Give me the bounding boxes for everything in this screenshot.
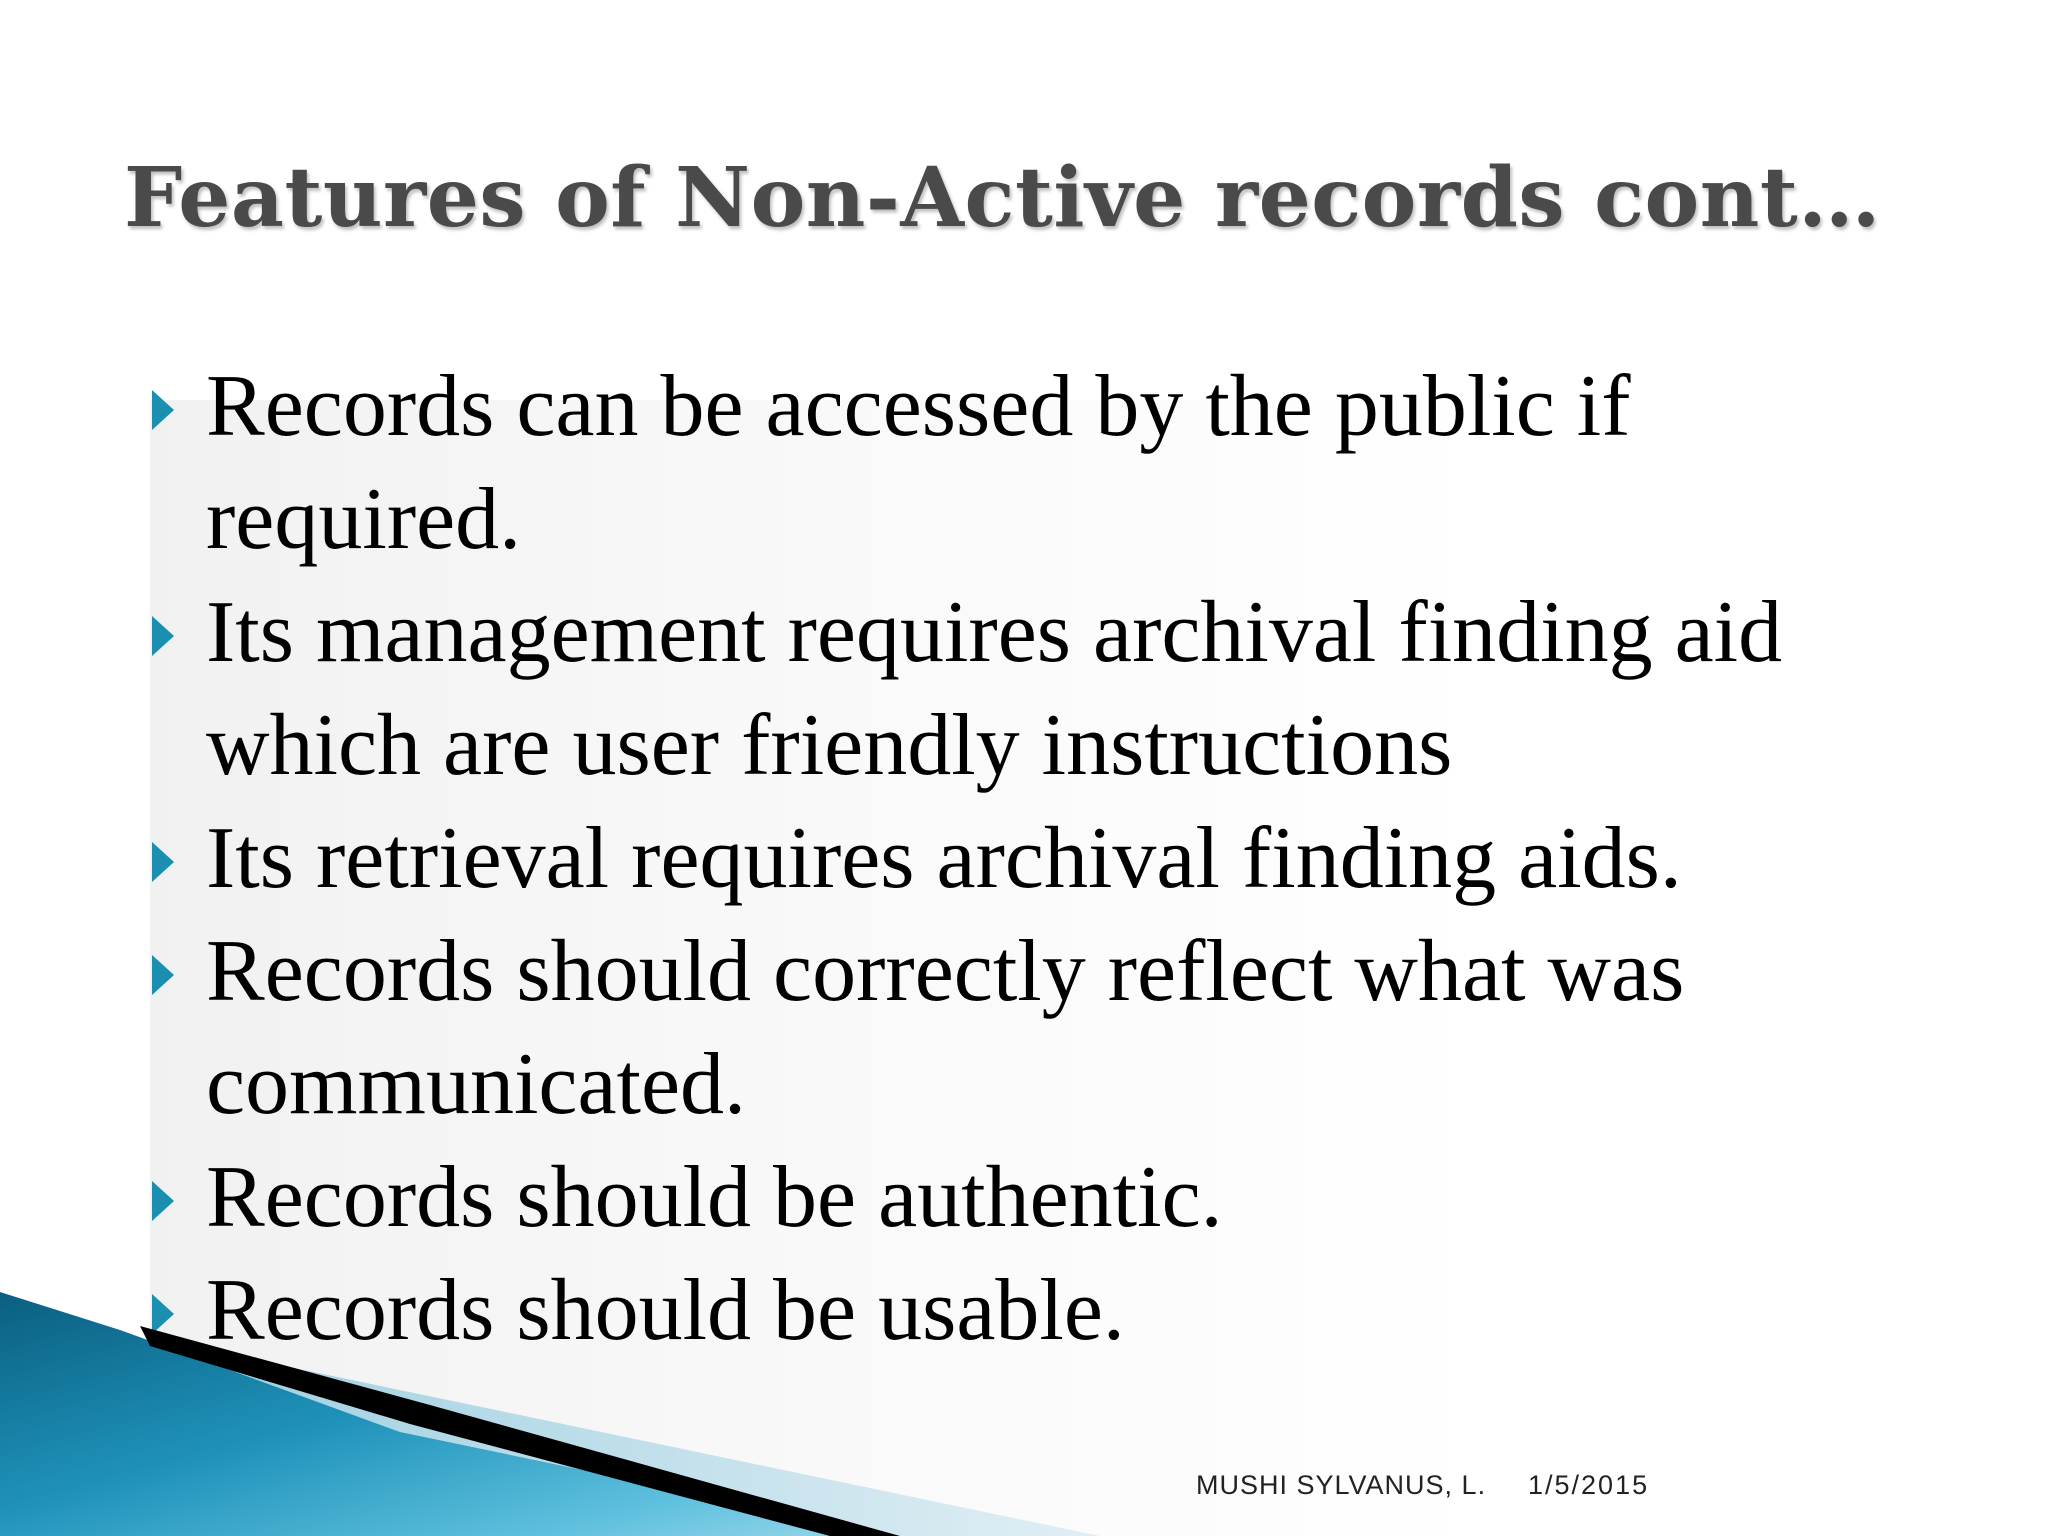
bullet-text: Records can be accessed by the public if required. (206, 358, 1631, 568)
bullet-text: Records should correctly reflect what was communicated. (206, 923, 1685, 1133)
bullet-text: Its retrieval requires archival finding aids. (206, 810, 1682, 907)
footer-author: MUSHI SYLVANUS, L. (1196, 1470, 1487, 1500)
slide-title: Features of Non-Active records cont… (124, 150, 1881, 246)
bullet-text: Records should be authentic. (206, 1149, 1223, 1246)
bullet-text: Its management requires archival finding aid which are user friendly instructions (206, 584, 1783, 794)
bullet-text: Records should be usable. (206, 1262, 1125, 1359)
footer-date: 1/5/2015 (1528, 1470, 1650, 1500)
